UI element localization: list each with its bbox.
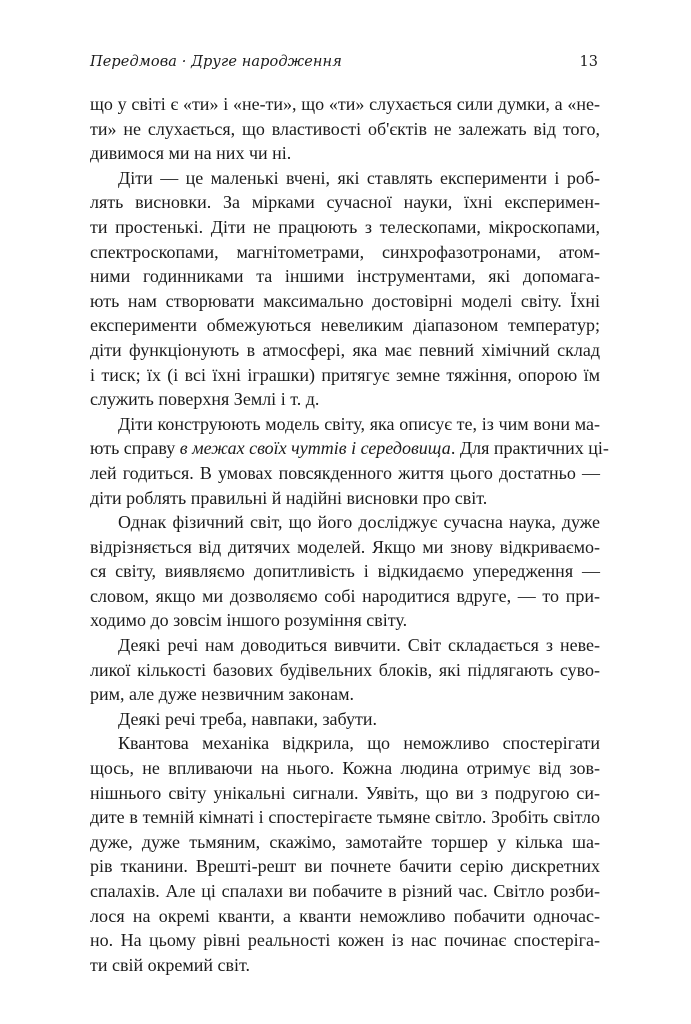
text-line: ними годинниками та іншими інструментами, які допомага- — [90, 266, 600, 287]
text-line: лять висновки. За мірками сучасної науки, їхні експеримен- — [90, 192, 600, 213]
text-line: лей годиться. В умовах повсякденного життя цього достатньо — — [90, 462, 600, 483]
text-line: ють нам створювати максимально достовірні моделі світу. Їхні — [90, 290, 600, 311]
text-line: дивимося ми на них чи ні. — [90, 143, 292, 164]
text-line: Діти — це маленькі вчені, які ставлять експерименти і роб- — [118, 167, 600, 188]
text-line: що у світі є «ти» і «не-ти», що «ти» слухається сили думки, а «не- — [90, 94, 600, 114]
text-line: ликої кількості базових будівельних блоків, які підлягають суво- — [90, 659, 600, 680]
text-line: діти функціонують в атмосфері, яка має певний хімічний склад — [90, 339, 600, 360]
paragraph — [90, 510, 600, 633]
text-line: Однак фізичний світ, що його досліджує сучасна наука, дуже — [118, 512, 600, 533]
text-line: Діти конструюють модель світу, яка описує те, із чим вони ма- — [118, 413, 600, 434]
paragraph — [90, 92, 600, 166]
paragraph — [90, 412, 609, 510]
text-line: словом, якщо ми дозволяємо собі народитися вдруге, — то при- — [90, 585, 600, 606]
page-number: 13 — [579, 54, 598, 70]
paragraph — [90, 731, 600, 977]
text-line: лося на окремі кванти, а кванти неможливо побачити одночас- — [90, 905, 600, 926]
text-line: служить поверхня Землі і т. д. — [90, 389, 320, 410]
text-line: ти» не слухається, що властивості об'єктів не залежать від того, — [90, 118, 600, 139]
text-line: но. На цьому рівні реальності кожен із нас починає спостеріга- — [90, 930, 600, 951]
text-line: експерименти обмежуються невеликим діапазоном температур; — [90, 315, 600, 336]
running-title: Передмова · Друге народження — [90, 54, 342, 70]
paragraph — [90, 707, 600, 732]
paragraph — [90, 166, 600, 412]
italic-emphasis: в межах своїх чуттів і середовища — [179, 438, 451, 459]
text-line: Квантова механіка відкрила, що неможливо спостерігати — [118, 733, 600, 754]
text-line: дуже, дуже тьмяним, скажімо, замотайте торшер у кілька ша- — [90, 831, 600, 852]
text-line: дите в темній кімнаті і спостерігаєте тьмяне світло. Зробіть світло — [90, 807, 600, 828]
text-line: спектроскопами, магнітометрами, синхрофазотронами, атом- — [90, 241, 600, 262]
text-line: Деякі речі нам доводиться вивчити. Світ складається з неве- — [118, 635, 600, 656]
paragraph — [90, 633, 600, 707]
text-line: ють справу в межах своїх чуттів і середовища. Для практичних ці- — [90, 438, 609, 459]
text-line: ти простенькі. Діти не працюють з телескопами, мікроскопами, — [90, 216, 600, 237]
text-line: Деякі речі треба, навпаки, забути. — [118, 708, 378, 729]
text-line: нішнього світу унікальні сигнали. Уявіть, що ви з подругою си- — [90, 782, 600, 803]
text-line: відрізняється від дитячих моделей. Якщо ми знову відкриваємо- — [90, 536, 600, 557]
text-line: і тиск; їх (і всі їхні іграшки) притягує земне тяжіння, опорою їм — [90, 364, 600, 385]
text-line: ходимо до зовсім іншого розуміння світу. — [90, 610, 408, 631]
body-text — [90, 92, 609, 977]
text-line: щось, не впливаючи на нього. Кожна людина отримує від зов- — [90, 758, 600, 779]
text-line: рів тканини. Врешті-решт ви почнете бачити серію дискретних — [90, 856, 600, 877]
text-line: діти роблять правильні й надійні висновки про світ. — [90, 487, 488, 508]
text-line: ся світу, виявляємо допитливість і відкидаємо упередження — — [90, 561, 600, 582]
text-line: ти свій окремий світ. — [90, 954, 251, 975]
text-line: спалахів. Але ці спалахи ви побачите в різний час. Світло розби- — [90, 881, 600, 901]
text-line: рим, але дуже незвичним законам. — [90, 684, 354, 705]
